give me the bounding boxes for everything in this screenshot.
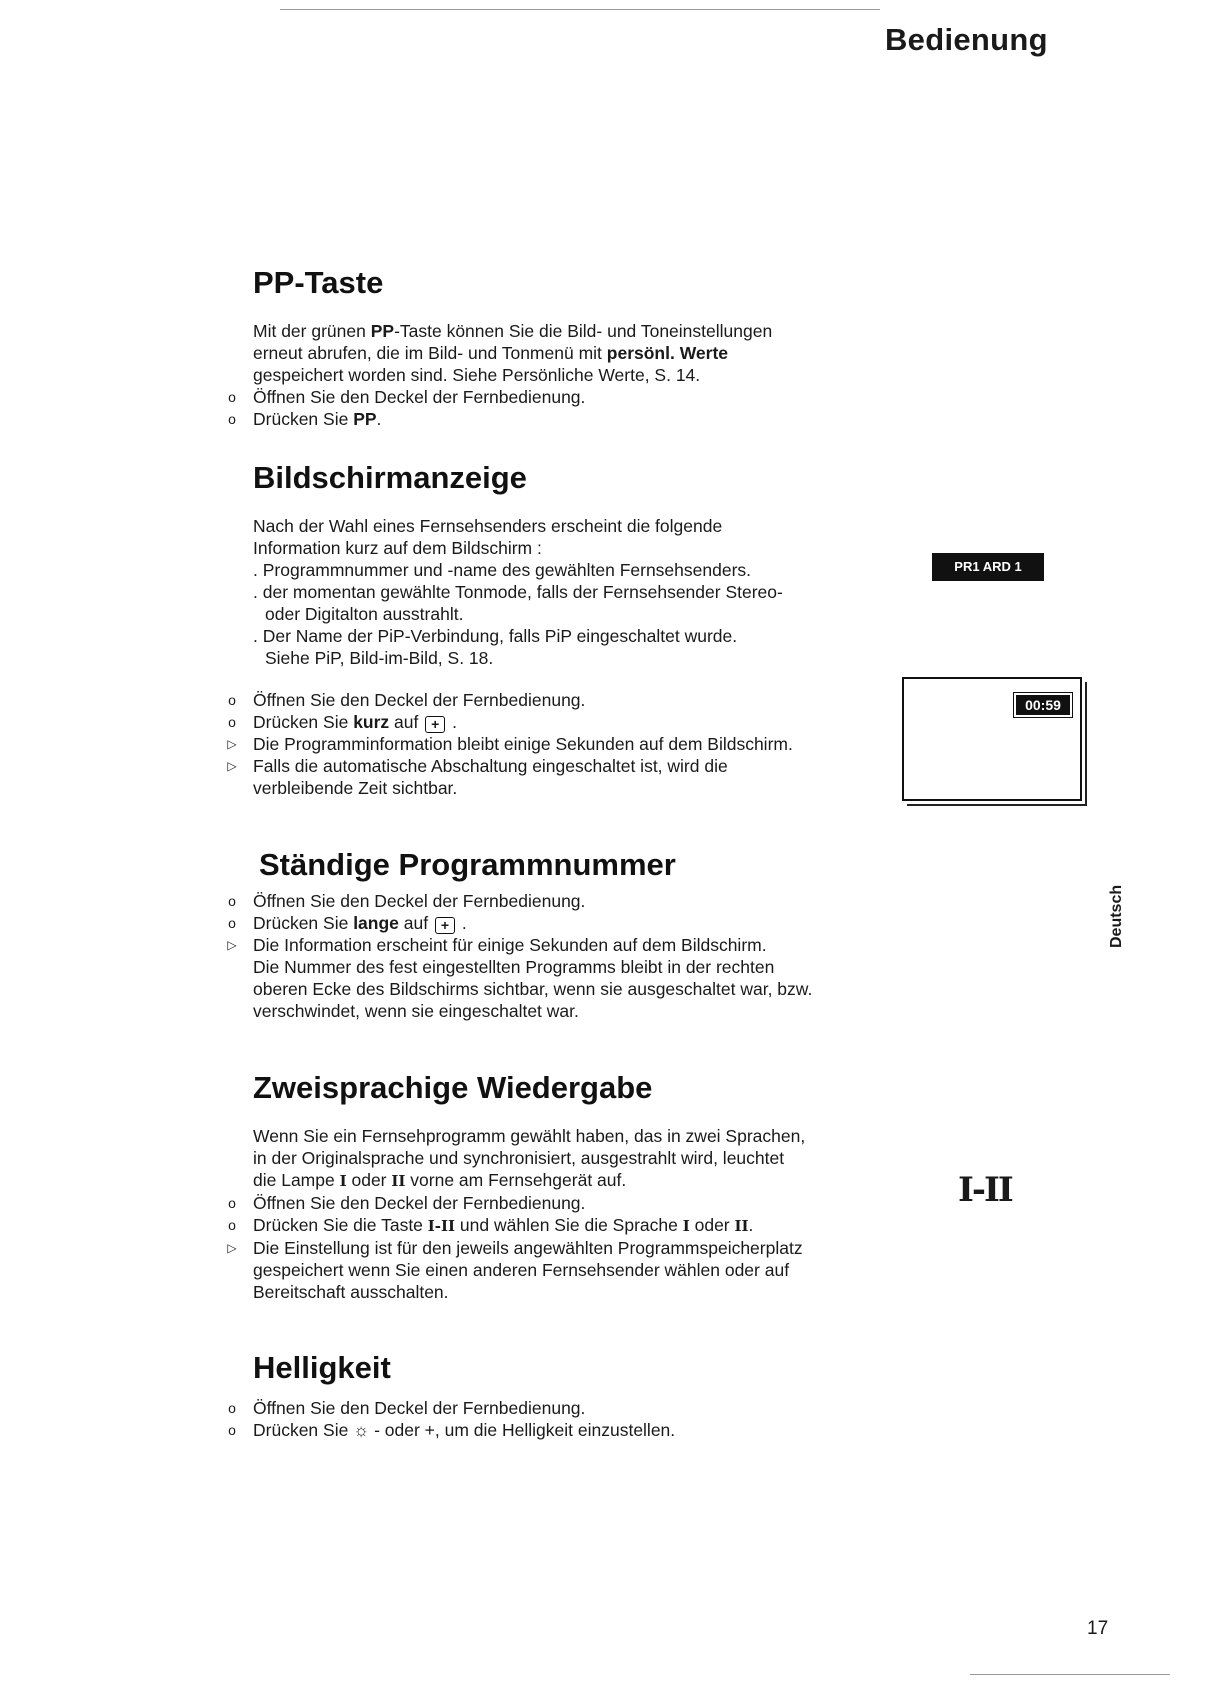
info-key-icon: + bbox=[435, 917, 455, 934]
bullet-icon bbox=[225, 1192, 239, 1214]
step-item: o Drücken Sie PP. bbox=[253, 408, 873, 430]
result-arrow-icon: ▷ bbox=[227, 1241, 237, 1255]
step-item: o Drücken Sie lange auf + . bbox=[253, 912, 893, 934]
step-item: o Öffnen Sie den Deckel der Fernbedienung. bbox=[253, 386, 873, 408]
step-item: o Öffnen Sie den Deckel der Fernbedienung. bbox=[253, 1192, 893, 1214]
scan-artifact-bottom bbox=[970, 1674, 1170, 1675]
page-number: 17 bbox=[1087, 1618, 1109, 1639]
section-body-brightness bbox=[253, 1397, 873, 1441]
language-side-tab: Deutsch bbox=[1108, 884, 1125, 948]
brightness-icon: ☼ bbox=[353, 1420, 370, 1440]
step-item: o Drücken Sie ☼ - oder +, um die Helligkeit einzustellen. bbox=[253, 1419, 873, 1441]
section-body-pp: Mit der grünen PP-Taste können Sie die Bild- und Toneinstellungen erneut abrufen, die im Bild- und Tonmenü mit persönl. Werte gespeichert worden sind. Siehe Persönliche Werte, S. 14. o Öffnen Sie den Deckel der Fernbedienung. o Drücken Sie PP. bbox=[253, 320, 873, 430]
info-key-icon: + bbox=[425, 716, 445, 733]
bullet-icon bbox=[225, 1214, 239, 1236]
result-arrow-icon: ▷ bbox=[227, 938, 237, 952]
section-title-osd: Bildschirmanzeige bbox=[253, 460, 527, 495]
scan-artifact-top bbox=[280, 9, 880, 10]
step-item: o Drücken Sie kurz auf + . bbox=[253, 711, 873, 733]
osd-program-label: PR1 ARD 1 bbox=[932, 553, 1044, 581]
tv-screen-illustration bbox=[902, 677, 1082, 801]
bullet-icon bbox=[225, 711, 239, 733]
result-arrow-icon: ▷ bbox=[227, 759, 237, 773]
bullet-icon bbox=[225, 386, 239, 408]
result-arrow-icon: ▷ bbox=[227, 737, 237, 751]
dual-language-icon: I-II bbox=[958, 1170, 1012, 1210]
bullet-icon bbox=[225, 912, 239, 934]
section-title-pp: PP-Taste bbox=[253, 265, 384, 300]
step-item: o Öffnen Sie den Deckel der Fernbedienung. bbox=[253, 1397, 873, 1419]
osd-timer: 00:59 bbox=[1014, 693, 1072, 717]
section-body-dual: Wenn Sie ein Fernsehprogramm gewählt haben, das in zwei Sprachen, in der Originalsprache und synchronisiert, ausgestrahlt wird, leuchtet die Lampe I oder II vorne am Fernsehgerät auf. o Öffnen Sie den Deckel der Fernbedienung. o Drücken Sie die Taste I-II und wählen Sie die Sprache I oder II. ▷ Die Einstellung ist für den jeweils angewählten Programmspeicherplatz gespeichert wenn Sie einen anderen Fernsehsender wählen oder auf Bereitschaft ausschalten. bbox=[253, 1125, 893, 1303]
bullet-icon bbox=[225, 689, 239, 711]
page-header-title: Bedienung bbox=[885, 22, 1048, 57]
section-title-perm: Ständige Programmnummer bbox=[259, 847, 676, 882]
result-item: ▷ Die Programminformation bleibt einige Sekunden auf dem Bildschirm. bbox=[253, 733, 873, 755]
step-item: o Öffnen Sie den Deckel der Fernbedienung. bbox=[253, 890, 893, 912]
section-steps-osd: o Öffnen Sie den Deckel der Fernbedienung. o Drücken Sie kurz auf + . ▷ Die Programminformation bleibt einige Sekunden auf dem Bildschirm. ▷ Falls die automatische Abschaltung eingeschaltet ist, wird die verbleibende Zeit sichtbar. bbox=[253, 689, 873, 799]
result-item: ▷ Die Einstellung ist für den jeweils angewählten Programmspeicherplatz bbox=[253, 1237, 893, 1259]
bullet-icon bbox=[225, 408, 239, 430]
section-title-dual: Zweisprachige Wiedergabe bbox=[253, 1070, 653, 1105]
section-body-osd: Nach der Wahl eines Fernsehsenders erscheint die folgende Information kurz auf dem Bildschirm : . Programmnummer und -name des gewählten Fernsehsenders. . der momentan gewählte Tonmode, falls der Fernsehsender Stereo- oder Digitalton ausstrahlt. . Der Name der PiP-Verbindung, falls PiP eingeschaltet wurde. Siehe PiP, Bild-im-Bild, S. 18. bbox=[253, 516, 783, 668]
section-body-perm: o Öffnen Sie den Deckel der Fernbedienung. o Drücken Sie lange auf + . ▷ Die Information erscheint für einige Sekunden auf dem Bildschirm. Die Nummer des fest eingestellten Programms bleibt in der rechten oberen Ecke des Bildschirms sichtbar, wenn sie ausgeschaltet war, bzw. verschwindet, wenn sie eingeschaltet war. bbox=[253, 890, 893, 1022]
bullet-icon bbox=[225, 1419, 239, 1441]
section-title-brightness: Helligkeit bbox=[253, 1350, 391, 1385]
bullet-icon bbox=[225, 1397, 239, 1419]
step-item: o Drücken Sie die Taste I-II und wählen Sie die Sprache I oder II. bbox=[253, 1214, 893, 1237]
bullet-icon bbox=[225, 890, 239, 912]
result-item: ▷ Die Information erscheint für einige Sekunden auf dem Bildschirm. bbox=[253, 934, 893, 956]
result-item: ▷ Falls die automatische Abschaltung eingeschaltet ist, wird die bbox=[253, 755, 873, 777]
step-item: o Öffnen Sie den Deckel der Fernbedienung. bbox=[253, 689, 873, 711]
